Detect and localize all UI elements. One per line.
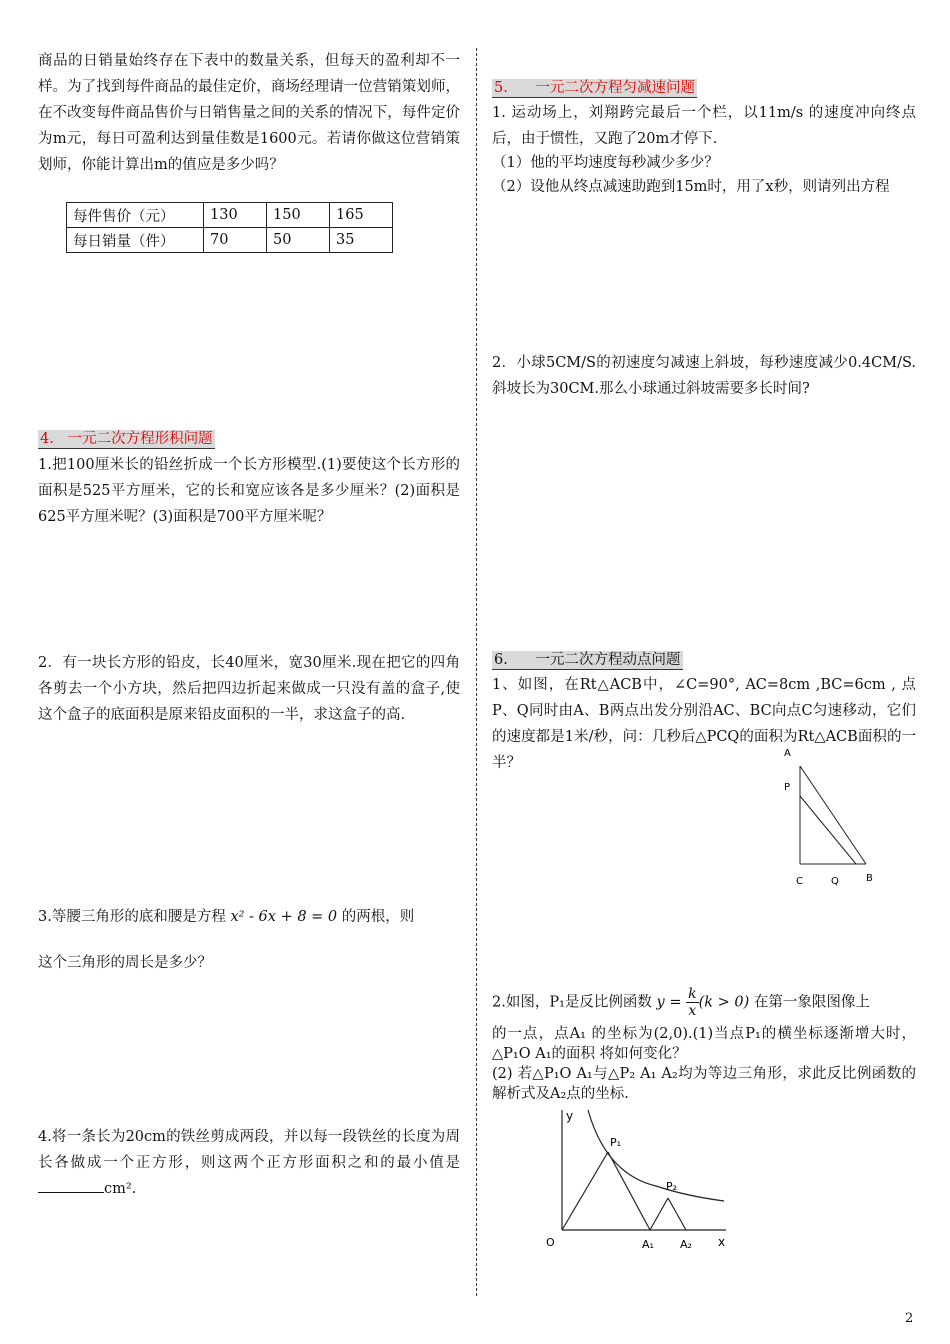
function-y: y = bbox=[656, 994, 682, 1011]
question-5-1b: （2）设他从终点减速助跑到15m时，用了x秒，则请列出方程 bbox=[492, 179, 890, 195]
sales-table bbox=[66, 202, 393, 253]
section-4-heading: 4. 一元二次方程形积问题 bbox=[40, 431, 213, 447]
label-y: y bbox=[566, 1109, 574, 1123]
question-6-2 bbox=[492, 986, 916, 1019]
question-6-2-part1: 的一点，点A₁ 的坐标为(2,0).(1)当点P₁的横坐标逐渐增大时，△P₁O A₁的面积 将如何变化？ bbox=[492, 1026, 916, 1062]
table-row bbox=[67, 228, 393, 253]
fraction-denominator: x bbox=[688, 1003, 697, 1019]
label-p1: P₁ bbox=[610, 1136, 622, 1149]
table-cell: 130 bbox=[204, 203, 267, 228]
question-4-3 bbox=[38, 904, 460, 930]
segment-o-p1 bbox=[562, 1152, 608, 1230]
segment-p1-a1 bbox=[608, 1152, 650, 1230]
table-cell: 每日销量（件） bbox=[67, 228, 204, 253]
question-6-2-part2: (2) 若△P₁O A₁与△P₂ A₁ A₂均为等边三角形，求此反比例函数的解析式及A₂点的坐标. bbox=[492, 1066, 916, 1102]
fraction-k-over-x bbox=[686, 986, 698, 1019]
question-4-2: 2．有一块长方形的铅皮，长40厘米，宽30厘米.现在把它的四角各剪去一个小方块，然后把四边折起来做成一只没有盖的盒子,使这个盒子的底面积是原来铅皮面积的一半，求这盒子的高. bbox=[38, 655, 460, 723]
question-4-4-text: 4.将一条长为20cm的铁丝剪成两段，并以每一段铁丝的长度为周长各做成一个正方形，则这两个正方形面积之和的最小值是 bbox=[38, 1129, 460, 1171]
question-4-1: 1.把100厘米长的铅丝折成一个长方形模型.(1)要使这个长方形的面积是525平方厘米，它的长和宽应该各是多少厘米？(2)面积是625平方厘米呢？(3)面积是700平方厘米呢？ bbox=[38, 457, 460, 525]
table-cell: 150 bbox=[267, 203, 330, 228]
table-cell: 35 bbox=[330, 228, 393, 253]
label-b: B bbox=[866, 873, 873, 884]
table-row bbox=[67, 203, 393, 228]
table-cell: 70 bbox=[204, 228, 267, 253]
segment-pq bbox=[800, 796, 856, 864]
question-6-2-text-after: 在第一象限图像上 bbox=[753, 994, 870, 1011]
intro-paragraph: 商品的日销量始终存在下表中的数量关系，但每天的盈利却不一样。为了找到每件商品的最佳定价，商场经理请一位营销策划师，在不改变每件商品售价与日销售量之间的关系的情况下，每件定价为m元，每日可盈利达到量佳数是1600元。若请你做这位营销策划师，你能计算出m的值应是多少吗？ bbox=[38, 53, 460, 173]
question-6-2-text: 2.如图，P₁是反比例函数 bbox=[492, 994, 652, 1011]
question-4-4-unit: cm². bbox=[104, 1181, 137, 1197]
right-triangle-figure bbox=[772, 742, 892, 892]
question-4-3-text-after: 的两根，则 bbox=[341, 909, 415, 925]
label-p2: P₂ bbox=[666, 1180, 678, 1193]
segment-a1-p2 bbox=[650, 1198, 668, 1230]
fraction-numerator: k bbox=[688, 986, 697, 1002]
question-4-3-text: 3.等腰三角形的底和腰是方程 bbox=[38, 909, 226, 925]
label-a2: A₂ bbox=[680, 1238, 692, 1251]
quadratic-equation: x² - 6x + 8 = 0 bbox=[230, 909, 338, 925]
segment-p2-a2 bbox=[668, 1198, 686, 1230]
label-o: O bbox=[546, 1236, 555, 1249]
table-cell: 165 bbox=[330, 203, 393, 228]
label-a1: A₁ bbox=[642, 1238, 654, 1251]
section-5-heading: 5. 一元二次方程匀减速问题 bbox=[494, 80, 695, 96]
question-4-3-line2: 这个三角形的周长是多少？ bbox=[38, 955, 212, 971]
table-cell: 50 bbox=[267, 228, 330, 253]
hyperbola-curve bbox=[588, 1110, 724, 1201]
question-4-4 bbox=[38, 1124, 460, 1202]
question-5-2: 2．小球5CM/S的初速度匀减速上斜坡，每秒速度减少0.4CM/S.斜坡长为30CM.那么小球通过斜坡需要多长时间? bbox=[492, 355, 916, 397]
label-p: P bbox=[784, 782, 791, 793]
function-condition: (k > 0) bbox=[698, 994, 750, 1011]
question-6-1: 1、如图，在Rt△ACB中，∠C=90°, AC=8cm ,BC=6cm , 点P、Q同时由A、B两点出发分别沿AC、BC向点C匀速移动，它们的速度都是1米/秒，问：几秒后△PCQ的面积为Rt△ACB面积的一半？ bbox=[492, 677, 916, 771]
segment-ab bbox=[800, 766, 866, 864]
question-5-1: 1. 运动场上，刘翔跨完最后一个栏，以11m/s 的速度冲向终点后，由于惯性，又跑了20m才停下. bbox=[492, 105, 916, 147]
label-c: C bbox=[796, 876, 803, 887]
label-x: x bbox=[718, 1235, 726, 1249]
page-number: 2 bbox=[905, 1311, 914, 1326]
question-5-1a: （1）他的平均速度每秒减少多少？ bbox=[492, 155, 719, 171]
section-6-heading: 6. 一元二次方程动点问题 bbox=[494, 652, 681, 668]
table-cell: 每件售价（元） bbox=[67, 203, 204, 228]
label-q: Q bbox=[831, 876, 839, 887]
column-divider bbox=[476, 48, 477, 1296]
inverse-function-figure bbox=[536, 1104, 736, 1254]
label-a: A bbox=[784, 748, 791, 759]
answer-blank bbox=[38, 1178, 104, 1193]
